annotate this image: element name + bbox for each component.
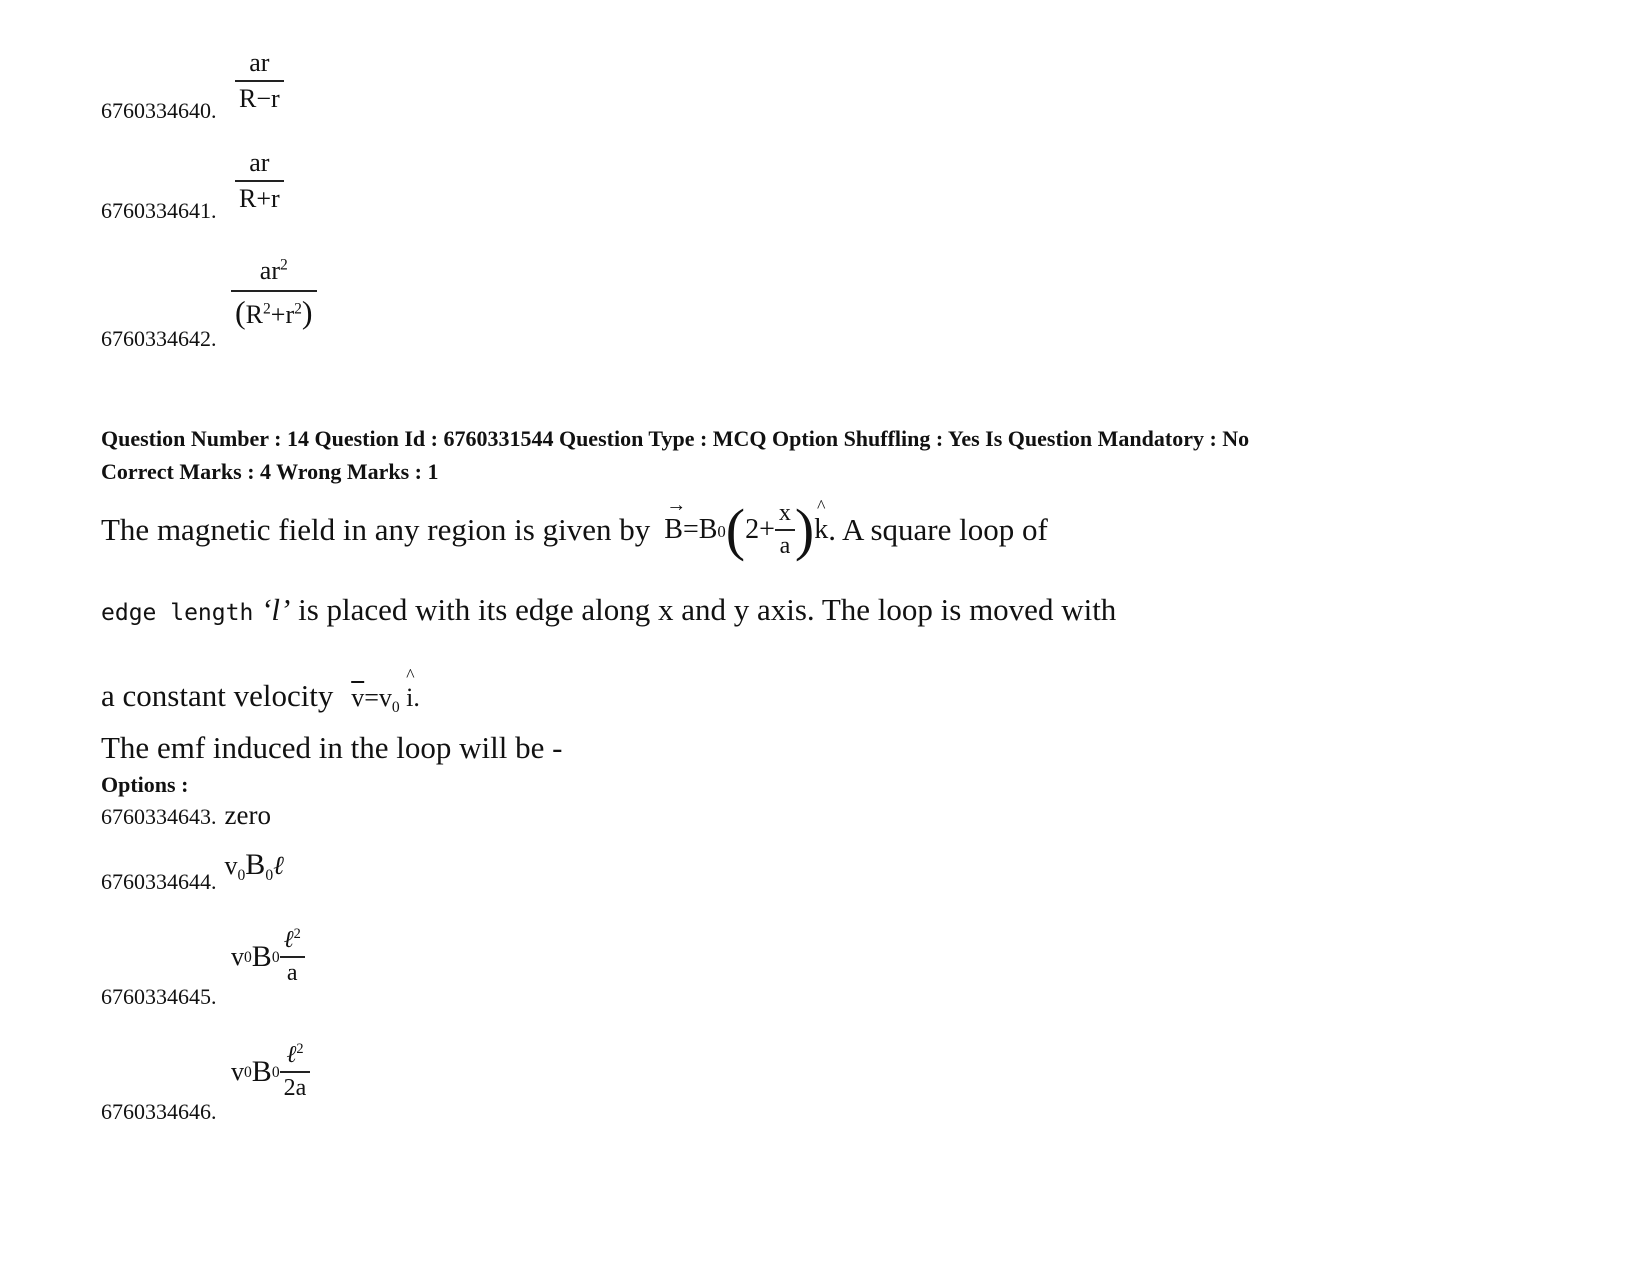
option-6760334643 (101, 800, 271, 831)
numerator: ar (235, 48, 284, 82)
question-meta-line2: Correct Marks : 4 Wrong Marks : 1 (101, 459, 439, 484)
option-id: 6760334641. (101, 198, 217, 223)
fraction (235, 148, 284, 214)
option-text: zero (224, 800, 271, 830)
x-over-a: $\frac{x}{a}$ (775, 500, 795, 560)
option-formula: $v_0B_0\ell$ (224, 848, 284, 885)
magnetic-field-formula: → B =B 0 ( 2+ $\frac{x}{a}$ ) ^ k (664, 500, 828, 560)
question-text-line1: The magnetic field in any region is given by → B =B 0 ( 2+ $\frac{x}{a}$ ) ^ k . A square loop of (101, 490, 1048, 570)
option-id: 6760334644. (101, 869, 217, 895)
denominator: R−r (239, 84, 280, 113)
option-id: 6760334645. (101, 984, 217, 1009)
option-id: 6760334646. (101, 1099, 217, 1124)
option-6760334644 (101, 848, 284, 895)
option-id: 6760334640. (101, 98, 217, 123)
denominator: R+r (239, 184, 280, 213)
fraction (235, 48, 284, 114)
question-text-line4: The emf induced in the loop will be - (101, 730, 563, 765)
denominator: $(R^2+r^2)$ (235, 294, 313, 330)
question-text-line2: edge length ‘l’ is placed with its edge along x and y axis. The loop is moved with (101, 592, 1117, 627)
option-formula: v 0 B 0 $\frac{\ell^2}{2a}$ (231, 1041, 310, 1102)
question-text-line3: a constant velocity $\overline{v}=v_0$ ^ i. (101, 678, 420, 717)
fraction (231, 256, 317, 331)
numerator: ar (235, 148, 284, 182)
option-formula: v 0 B 0 $\frac{\ell^2}{a}$ (231, 926, 305, 987)
options-label: Options : (101, 772, 189, 797)
numerator: $ar^2$ (231, 256, 317, 292)
option-id: 6760334643. (101, 804, 217, 829)
l-squared-over-2a: $\frac{\ell^2}{2a}$ (280, 1041, 311, 1102)
l-squared-over-a: $\frac{\ell^2}{a}$ (280, 926, 305, 987)
option-id: 6760334642. (101, 326, 217, 351)
question-meta-line1: Question Number : 14 Question Id : 6760331544 Question Type : MCQ Option Shuffling : Yes Is Question Mandatory : No (101, 426, 1250, 451)
velocity-formula: $\overline{v}=v_0$ ^ i. (351, 683, 420, 712)
